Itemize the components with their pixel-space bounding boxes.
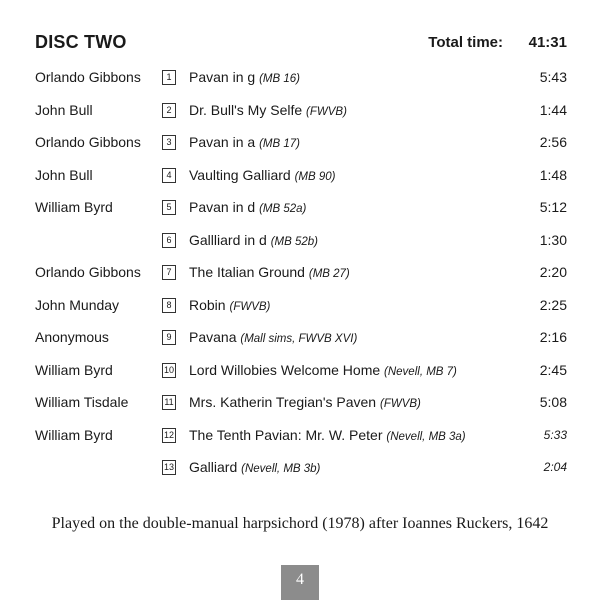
track-title: The Italian Ground: [189, 264, 305, 280]
total-time-label: Total time:: [428, 34, 503, 51]
track-title-cell: [189, 199, 306, 215]
track-list: [0, 64, 600, 487]
instrument-note: Played on the double-manual harpsichord (1978) after Ioannes Ruckers, 1642: [51, 515, 549, 532]
track-title: Pavan in a: [189, 134, 256, 150]
track-duration: 2:45: [539, 361, 567, 378]
track-catalog-note: (MB 52b): [270, 235, 319, 248]
track-duration: 2:16: [539, 329, 567, 345]
track-number: 1: [162, 70, 176, 85]
track-composer: William Byrd: [35, 426, 113, 443]
track-row: [0, 259, 600, 292]
track-title: Vaulting Galliard: [189, 166, 291, 183]
track-title-cell: [189, 459, 320, 475]
track-composer: William Tisdale: [35, 394, 129, 410]
track-title: Gallliard in d: [189, 231, 267, 248]
track-catalog-note: (Mall sims, FWVB XVI): [240, 333, 358, 345]
track-composer: Anonymous: [35, 329, 109, 345]
track-number: 8: [162, 298, 176, 313]
track-row: [0, 129, 600, 162]
track-row: [0, 357, 600, 390]
track-row: [0, 64, 600, 97]
track-title: Dr. Bull's My Selfe: [189, 101, 303, 118]
track-title-cell: [189, 69, 300, 85]
track-title: Pavan in g: [189, 69, 256, 85]
track-number: 12: [162, 428, 176, 443]
track-row: [0, 97, 600, 130]
track-title-cell: [189, 329, 357, 345]
track-composer: John Bull: [35, 101, 93, 118]
track-row: [0, 389, 600, 422]
track-catalog-note: (MB 16): [259, 73, 300, 85]
track-composer: Orlando Gibbons: [35, 264, 141, 280]
track-title: Galliard: [189, 459, 238, 475]
track-catalog-note: (MB 17): [259, 138, 300, 150]
track-catalog-note: (Nevell, MB 7): [384, 365, 457, 378]
track-number: 13: [162, 460, 176, 475]
page-number: 4: [281, 565, 319, 600]
track-row: [0, 227, 600, 260]
track-number: 6: [162, 233, 176, 248]
track-row: [0, 454, 600, 487]
track-title: Mrs. Katherin Tregian's Paven: [189, 394, 377, 410]
track-composer: Orlando Gibbons: [35, 69, 141, 85]
track-duration: 5:12: [539, 199, 567, 215]
track-title-cell: [189, 297, 270, 313]
track-title-cell: [189, 394, 421, 410]
track-composer: William Byrd: [35, 361, 113, 378]
track-duration: 2:25: [539, 296, 567, 313]
track-catalog-note: (MB 52a): [259, 203, 307, 215]
track-title-cell: [189, 427, 466, 443]
track-number: 7: [162, 265, 176, 280]
track-row: [0, 422, 600, 455]
track-catalog-note: (FWVB): [379, 398, 421, 410]
track-composer: William Byrd: [35, 199, 113, 215]
track-title: Pavana: [189, 329, 237, 345]
track-title-cell: [189, 232, 318, 248]
track-title: Lord Willobies Welcome Home: [189, 361, 381, 378]
track-duration: 1:44: [539, 101, 567, 118]
track-duration: 5:33: [543, 427, 567, 442]
track-number: 4: [162, 168, 176, 183]
track-catalog-note: (MB 27): [308, 268, 350, 280]
track-number: 3: [162, 135, 176, 150]
track-title-cell: [189, 167, 335, 183]
track-title: Robin: [189, 296, 226, 313]
track-catalog-note: (Nevell, MB 3b): [241, 463, 321, 475]
track-number: 11: [162, 395, 176, 410]
total-time-value: 41:31: [528, 34, 567, 51]
track-row: [0, 324, 600, 357]
track-duration: 5:43: [539, 69, 567, 85]
track-title-cell: [189, 362, 457, 378]
track-title: The Tenth Pavian: Mr. W. Peter: [189, 426, 383, 443]
disc-header: [35, 32, 567, 56]
track-duration: 2:56: [539, 134, 567, 150]
track-composer: Orlando Gibbons: [35, 134, 141, 150]
track-duration: 2:04: [543, 460, 567, 474]
track-catalog-note: (Nevell, MB 3a): [386, 430, 466, 443]
track-title-cell: [189, 264, 350, 280]
track-duration: 5:08: [539, 394, 567, 410]
track-number: 10: [162, 363, 176, 378]
track-catalog-note: (FWVB): [306, 105, 347, 118]
track-title-cell: [189, 134, 300, 150]
track-title-cell: [189, 102, 347, 118]
track-number: 9: [162, 330, 176, 345]
track-catalog-note: (FWVB): [229, 300, 271, 313]
track-composer: John Bull: [35, 166, 93, 183]
track-duration: 1:30: [539, 231, 567, 248]
track-duration: 2:20: [539, 264, 567, 280]
track-number: 2: [162, 103, 176, 118]
track-catalog-note: (MB 90): [294, 170, 336, 183]
track-row: [0, 292, 600, 325]
track-row: [0, 162, 600, 195]
track-number: 5: [162, 200, 176, 215]
track-row: [0, 194, 600, 227]
track-duration: 1:48: [539, 166, 567, 183]
track-title: Pavan in d: [189, 199, 256, 215]
track-composer: John Munday: [35, 296, 120, 313]
disc-title: DISC TWO: [35, 32, 127, 52]
